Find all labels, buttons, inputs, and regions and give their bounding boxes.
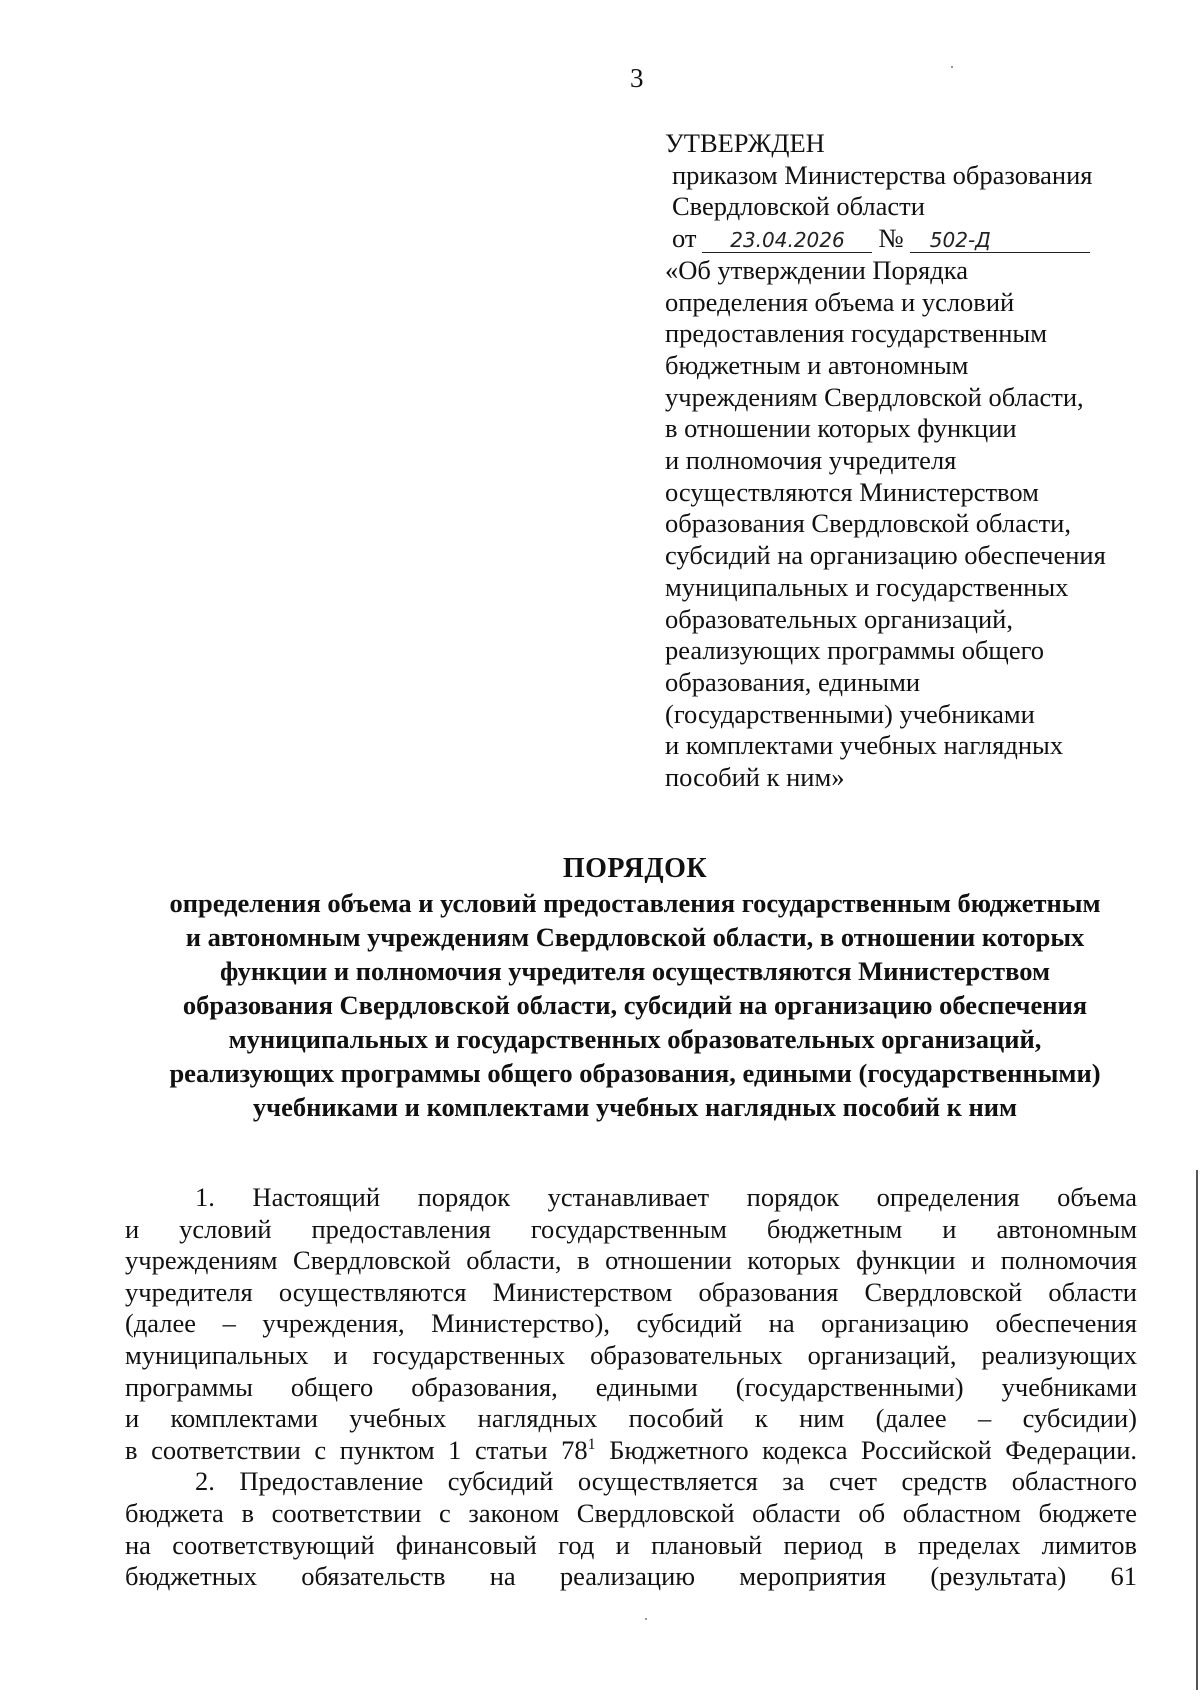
subject-line: предоставления государственным	[665, 318, 1047, 349]
heading-subtitle-line: учебниками и комплектами учебных наглядных пособий к ним	[252, 1092, 1018, 1122]
subject-line: муниципальных и государственных	[665, 571, 1069, 602]
number-prefix: №	[878, 223, 904, 254]
scan-speck	[951, 66, 953, 68]
paragraph-line: и комплектами учебных наглядных пособий к ним (далее – субсидии)	[125, 1403, 1137, 1434]
document-heading	[110, 852, 1160, 1124]
heading-title: ПОРЯДОК	[562, 853, 708, 884]
heading-subtitle-line: и автономным учреждениям Свердловской области, в отношении которых	[185, 922, 1085, 952]
subject-line: в отношении которых функции	[665, 413, 1017, 444]
heading-subtitle-line: определения объема и условий предоставления государственным бюджетным	[169, 888, 1101, 918]
subject-line: учреждениям Свердловской области,	[665, 381, 1084, 412]
body-text	[125, 1182, 1137, 1593]
heading-subtitle-line: муниципальных и государственных образовательных организаций,	[228, 1024, 1042, 1054]
subject-line: и комплектами учебных наглядных	[665, 730, 1064, 761]
handwritten-number: 502-Д	[910, 228, 1090, 253]
subject-line: осуществляются Министерством	[665, 476, 1039, 507]
paragraph-1	[125, 1182, 1137, 1466]
approval-line1: приказом Министерства образования	[672, 159, 1093, 190]
approval-date-line	[672, 223, 1165, 255]
approval-title: УТВЕРЖДЕН	[665, 128, 825, 158]
paragraph-line: бюджета в соответствии с законом Свердловской области об областном бюджете	[125, 1497, 1137, 1528]
paragraph-text: в соответствии с пунктом 1 статьи 78	[125, 1434, 588, 1465]
subject-line: образовательных организаций,	[665, 603, 1013, 634]
subject-line: реализующих программы общего	[665, 635, 1045, 666]
subject-line: пособий к ним»	[665, 762, 845, 793]
heading-subtitle-line: функции и полномочия учредителя осуществляются Министерством	[220, 956, 1050, 986]
subject-line: образования, едиными	[665, 666, 921, 697]
subject-line: (государственными) учебниками	[665, 698, 1035, 729]
subject-line: и полномочия учредителя	[665, 445, 957, 476]
heading-subtitle-line: образования Свердловской области, субсидий на организацию обеспечения	[182, 990, 1088, 1020]
approval-block	[665, 128, 1165, 794]
approval-line2: Свердловской области	[672, 191, 925, 222]
paragraph-line: 2. Предоставление субсидий осуществляется за счет средств областного	[195, 1466, 1137, 1497]
subject-line: «Об утверждении Порядка	[665, 254, 968, 285]
date-prefix: от	[672, 223, 697, 254]
page-number: 3	[630, 63, 644, 93]
paragraph-line: 1. Настоящий порядок устанавливает порядок определения объема	[195, 1182, 1137, 1212]
subject-line: определения объема и условий	[665, 286, 1015, 317]
subject-line: образования Свердловской области,	[665, 508, 1071, 539]
paragraph-line: (далее – учреждения, Министерство), субсидий на организацию обеспечения	[125, 1308, 1137, 1339]
paragraph-line: программы общего образования, едиными (государственными) учебниками	[125, 1371, 1137, 1402]
paragraph-line: и условий предоставления государственным бюджетным и автономным	[125, 1213, 1137, 1244]
scan-speck	[645, 1618, 647, 1620]
paragraph-line: муниципальных и государственных образовательных организаций, реализующих	[125, 1339, 1137, 1370]
paragraph-line: бюджетных обязательств на реализацию мероприятия (результата) 61	[125, 1561, 1137, 1592]
subject-line: субсидий на организацию обеспечения	[665, 540, 1106, 571]
paragraph-line: учреждениям Свердловской области, в отношении которых функции и полномочия	[125, 1245, 1137, 1276]
heading-subtitle-line: реализующих программы общего образования, едиными (государственными)	[169, 1058, 1101, 1088]
paragraph-line: учредителя осуществляются Министерством образования Свердловской области	[125, 1276, 1137, 1307]
paragraph-text: Бюджетного кодекса Российской Федерации.	[595, 1434, 1137, 1465]
subject-line: бюджетным и автономным	[665, 349, 969, 380]
paragraph-2	[125, 1466, 1137, 1592]
paragraph-line: на соответствующий финансовый год и плановый период в пределах лимитов	[125, 1529, 1137, 1560]
scan-edge-line	[1196, 1170, 1198, 1690]
handwritten-date: 23.04.2026	[702, 228, 872, 253]
paragraph-line	[125, 1435, 1137, 1467]
superscript: 1	[587, 1435, 596, 1453]
